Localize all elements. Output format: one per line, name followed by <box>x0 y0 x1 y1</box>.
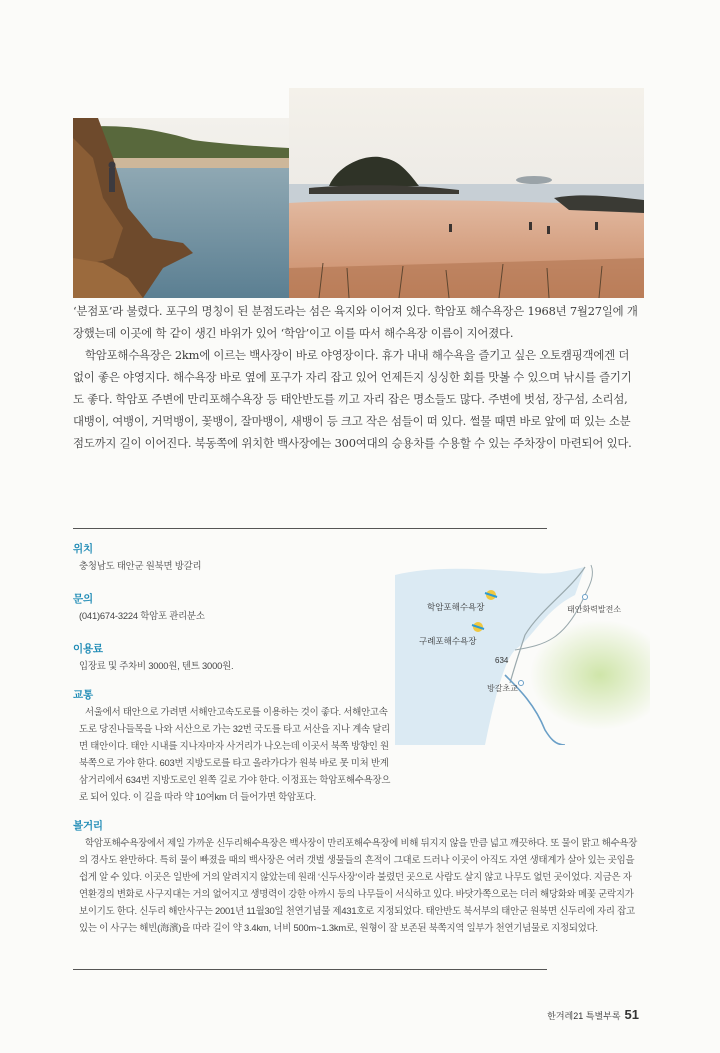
location-heading: 위치 <box>73 543 93 555</box>
map-label-guryepo: 구례포해수욕장 <box>419 636 477 646</box>
fees-value: 입장료 및 주차비 3000원, 텐트 3000원. <box>79 660 234 671</box>
map-label-power-plant: 태안화력발전소 <box>567 605 622 614</box>
beach-photo <box>289 88 644 298</box>
sights-heading: 볼거리 <box>73 820 103 832</box>
map-label-hakampo: 학암포해수욕장 <box>427 602 485 612</box>
article-body <box>73 300 639 454</box>
info-location <box>73 541 373 574</box>
map-label-road: 634 <box>495 656 509 665</box>
info-top-rule <box>73 528 547 529</box>
info-sights <box>73 818 639 936</box>
sights-value: 학암포해수욕장에서 제일 가까운 신두리해수욕장은 백사장이 만리포해수욕장에 비해 뒤지지 않을 만큼 넓고 깨끗하다. 또 물이 맑고 해수욕장의 경사도 완만하다. 특히 물이 빠졌을 때의 백사장은 여러 갯벌 생물들의 흔적이 그대로 드러나 이곳이 아직도 자연 생태계가 살아 있는 곳임을 쉽게 알 수 있다. 이곳은 일반에 거의 알려지지 않았는데 원래 ‘신두사장’이라 불렸던 곳으로 사람도 살지 않고 나무도 없던 곳이었다. 지금은 자연환경의 변화로 사구지대는 거의 없어지고 생명력이 강한 아까시 등의 나무들이 서식하고 있다. 바닷가쪽으로는 더러 해당화와 메꽃 군락지가 보이기도 한다. 신두리 해안사구는 2001년 11월30일 천연기념물 제431호로 지정되었다. 태안반도 북서부의 태안군 원북면 신두리에 자리 잡고 있는 이 사구는 해빈(海濱)을 따라 길이 약 3.4km, 너비 500m~1.3km로, 원형이 잘 보존된 북쪽지역 일부가 천연기념물로 지정되었다. <box>79 837 638 933</box>
road-line <box>585 565 592 595</box>
contact-value: (041)674-3224 학암포 관리분소 <box>79 610 205 621</box>
contact-heading: 문의 <box>73 593 93 605</box>
school-dot-icon <box>519 681 524 686</box>
info-transport <box>73 687 393 805</box>
info-contact <box>73 591 373 624</box>
power-plant-dot-icon <box>583 595 588 600</box>
rocky-shore-photo <box>73 118 289 298</box>
page-footer <box>547 1007 639 1022</box>
map-label-school: 방갈초교 <box>487 684 518 693</box>
magazine-name: 한겨레21 특별부록 <box>547 1011 621 1021</box>
transport-heading: 교통 <box>73 689 93 701</box>
fees-heading: 이용료 <box>73 643 103 655</box>
area-map <box>395 555 650 745</box>
body-paragraph: 학암포해수욕장은 2km에 이르는 백사장이 바로 야영장이다. 휴가 내내 해수욕을 즐기고 싶은 오토캠핑객에겐 더없이 좋은 야영지다. 해수욕장 바로 옆에 포구가 자리 잡고 있어 언제든지 싱싱한 회를 맛볼 수 있으며 낚시를 즐기기도 좋다. 학암포 주변에 만리포해수욕장 등 태안반도를 끼고 자리 잡은 명소들도 많다. 주변에 벗섬, 장구섬, 소리섬, 대뱅이, 여뱅이, 거먹뱅이, 꽃뱅이, 잘마뱅이, 새뱅이 등 크고 작은 섬들이 떠 있다. 썰물 때면 바로 앞에 떠 있는 소분점도까지 길이 이어진다. 북동쪽에 위치한 백사장에는 300여대의 승용차를 수용할 수 있는 주차장이 마련되어 있다. <box>73 348 632 450</box>
info-fees <box>73 641 373 674</box>
info-bottom-rule <box>73 969 547 970</box>
location-value: 충청남도 태안군 원북면 방갈리 <box>79 560 202 571</box>
transport-value: 서울에서 태안으로 가려면 서해안고속도로를 이용하는 것이 좋다. 서해안고속도로 당진나들목을 나와 서산으로 가는 32번 국도를 타고 서산을 지나 계속 달리면 태안이다. 태안 시내를 지나자마자 사거리가 나오는데 이곳서 북쪽 방향인 원북쪽으로 가야 한다. 603번 지방도로를 타고 올라가다가 원북 바로 못 미처 반계삼거리에서 634번 지방도로인 왼쪽 길로 가야 한다. 이정표는 학암포해수욕장으로 되어 있다. 이 길을 따라 약 10여km 더 들어가면 학암포다. <box>79 706 391 802</box>
green-area <box>530 620 650 730</box>
body-paragraph: ‘분점포’라 불렸다. 포구의 명칭이 된 분점도라는 섬은 육지와 이어져 있다. 학암포 해수욕장은 1968년 7월27일에 개장했는데 이곳에 학 같이 생긴 바위가 있어 ‘학암’이고 이를 따서 해수욕장 이름이 지어졌다. <box>73 304 638 340</box>
page-number: 51 <box>624 1007 639 1022</box>
